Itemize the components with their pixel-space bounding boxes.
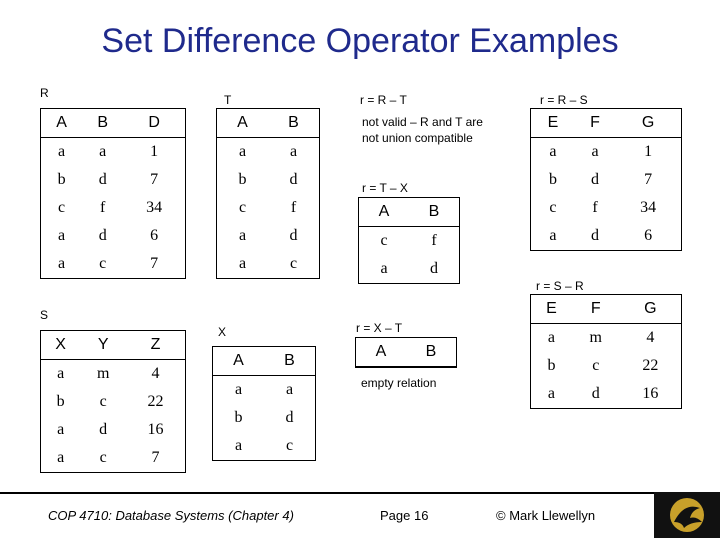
cell: c [58,199,66,216]
cell: a [58,227,66,244]
cell: d [99,421,108,438]
relation-s-minus-r [530,294,682,409]
cell: 6 [644,227,653,244]
header-cell: G [620,295,681,324]
relation-x-minus-t [355,337,457,368]
cell: 6 [150,227,159,244]
relation-t [216,108,320,279]
cell: 7 [150,171,159,188]
cell: c [285,437,294,454]
cell: c [99,393,107,410]
cell: c [99,255,107,272]
cell: a [57,449,65,466]
cell: f [592,199,598,216]
cell: d [289,227,298,244]
label-s-minus-r: r = S – R [536,279,584,293]
cell: 4 [646,329,655,346]
not-valid-line1: not valid – R and T are [362,115,483,129]
cell: 22 [147,393,164,410]
pegasus-logo-icon [654,492,720,538]
cell: 4 [151,365,160,382]
header-cell: F [575,109,615,138]
ucf-logo [654,492,720,538]
footer-author: © Mark Llewellyn [496,508,596,523]
cell: c [238,199,247,216]
header-cell: B [82,109,123,138]
not-valid-line2: not union compatible [362,131,473,145]
cell: 22 [642,357,659,374]
footer-course: COP 4710: Database Systems (Chapter 4) [48,508,294,523]
header-cell: B [268,109,319,138]
header-cell: B [264,347,315,376]
cell: b [238,171,247,188]
cell: a [289,143,298,160]
cell: a [238,255,247,272]
cell: c [549,199,557,216]
cell: a [234,437,243,454]
cell: a [549,143,557,160]
cell: 1 [644,143,653,160]
relation-s [40,330,186,473]
label-t-minus-x: r = T – X [362,181,408,195]
cell: c [99,449,107,466]
cell: f [100,199,106,216]
cell: a [238,227,247,244]
header-cell: A [41,109,82,138]
cell: a [58,255,66,272]
header-cell: X [41,331,80,360]
cell: a [285,381,294,398]
label-r-minus-s: r = R – S [540,93,588,107]
cell: c [380,232,388,249]
cell: 1 [150,143,159,160]
relation-r-minus-s [530,108,682,251]
cell: d [98,227,107,244]
header-cell: F [572,295,620,324]
cell: d [285,409,294,426]
cell: a [380,260,388,277]
cell: b [548,171,557,188]
relation-r [40,108,186,279]
relation-t-minus-x [358,197,460,284]
label-x: X [218,325,227,339]
cell: a [99,143,107,160]
slide-title: Set Difference Operator Examples [101,22,619,60]
cell: d [289,171,298,188]
cell: 7 [644,171,653,188]
cell: f [290,199,297,216]
cell: b [56,393,65,410]
cell: m [589,329,602,346]
label-s: S [40,308,49,322]
label-t: T [224,93,232,107]
header-cell: B [406,338,456,367]
cell: b [547,357,556,374]
cell: 34 [146,199,163,216]
cell: b [234,409,243,426]
cell: a [591,143,599,160]
cell: a [57,421,65,438]
cell: 7 [151,449,160,466]
relation-x [212,346,316,461]
cell: b [57,171,66,188]
cell: c [592,357,600,374]
header-cell: G [615,109,681,138]
header-cell: B [409,198,459,227]
header-cell: A [359,198,409,227]
cell: d [591,171,600,188]
cell: 16 [147,421,164,438]
cell: 34 [640,199,657,216]
cell: a [547,329,555,346]
cell: d [591,385,600,402]
header-cell: A [213,347,264,376]
cell: a [238,143,247,160]
cell: a [549,227,557,244]
header-cell: A [217,109,268,138]
cell: c [289,255,298,272]
cell: d [591,227,600,244]
header-cell: A [356,338,406,367]
label-x-minus-t: r = X – T [356,321,403,335]
cell: 7 [150,255,159,272]
cell: m [96,365,110,382]
cell: a [58,143,66,160]
cell: f [431,232,437,249]
header-cell: Y [80,331,126,360]
empty-relation-note: empty relation [361,376,437,390]
cell: d [430,260,438,277]
label-r-minus-t: r = R – T [360,93,407,107]
cell: a [234,381,243,398]
cell: a [57,365,65,382]
cell: a [547,385,555,402]
cell: d [98,171,107,188]
header-cell: Z [126,331,185,360]
header-cell: D [123,109,185,138]
footer-page: Page 16 [380,508,429,523]
header-cell: E [531,295,572,324]
cell: 16 [642,385,659,402]
header-cell: E [531,109,575,138]
label-r: R [40,86,49,100]
